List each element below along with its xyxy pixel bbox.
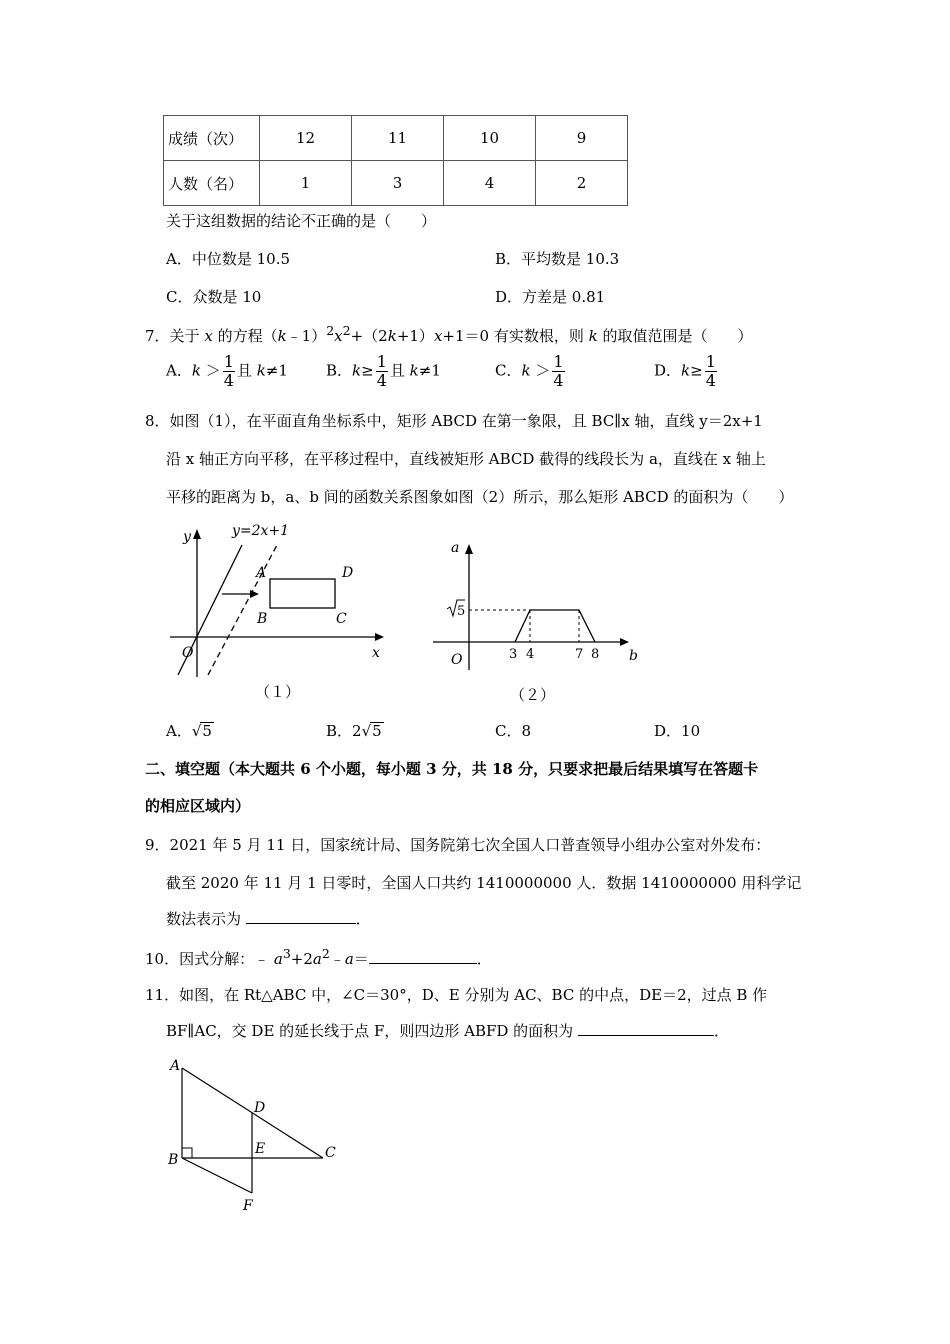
table-header-cell: 成绩（次） [164, 116, 260, 161]
q7-option-c: C．k ＞ $\frac{1}{4}$ [495, 352, 564, 390]
q9-line-1: 9．2021 年 5 月 11 日，国家统计局、国务院第七次全国人口普查领导小组办公室对外发布： [145, 836, 771, 854]
q6-option-a: A．中位数是 10.5 [166, 250, 290, 268]
q8-line-1: 8．如图（1），在平面直角坐标系中，矩形 ABCD 在第一象限，且 BC∥x 轴，直线 y＝2x+1 [145, 412, 763, 430]
tick-4: 4 [526, 647, 535, 662]
q11-line-2: BF∥AC，交 DE 的延长线于点 F，则四边形 ABFD 的面积为 ． [166, 1022, 729, 1040]
q6-option-d: D．方差是 0.81 [495, 288, 606, 306]
q8-option-c: C．8 [495, 722, 532, 740]
figure-q11 [160, 1050, 360, 1225]
point-c-label: C [336, 611, 347, 627]
tick-3: 3 [509, 647, 518, 662]
point-b-label: B [257, 611, 268, 627]
rectangle-abcd [270, 579, 335, 608]
table-row [164, 116, 628, 161]
figure-1-caption: （１） [255, 683, 301, 701]
q6-option-c: C．众数是 10 [166, 288, 262, 306]
answer-blank[interactable] [369, 949, 477, 964]
fraction: $\frac{1}{4}$ [705, 352, 716, 390]
answer-blank[interactable] [246, 909, 356, 924]
table-cell: 2 [536, 161, 628, 206]
q9-line-2: 截至 2020 年 11 月 1 日零时，全国人口共约 1410000000 人．数据 1410000000 用科学记 [166, 874, 802, 892]
label-d: D [254, 1100, 266, 1116]
b-axis-arrow-icon [620, 638, 629, 646]
label-b: B [168, 1152, 179, 1168]
q6-option-b: B．平均数是 10.3 [495, 250, 620, 268]
point-d-label: D [342, 565, 354, 581]
tick-7: 7 [575, 647, 584, 662]
figure-1 [160, 515, 400, 705]
table-cell: 4 [444, 161, 536, 206]
fraction: $\frac{1}{4}$ [553, 352, 564, 390]
q6-stem: 关于这组数据的结论不正确的是（ ） [166, 212, 437, 230]
origin-label: O [451, 652, 463, 668]
q7-option-d: D．k≥ $\frac{1}{4}$ [654, 352, 716, 390]
segment-bf [182, 1158, 252, 1193]
y-axis-arrow-icon [193, 529, 201, 539]
right-angle-icon [182, 1148, 192, 1158]
point-a-label: A [256, 565, 267, 581]
x-label: x [372, 645, 380, 661]
q7-option-a: A．k ＞ $\frac{1}{4}$ 且 k≠1 [166, 352, 288, 390]
figure-2 [425, 530, 655, 710]
q7-stem: 7．关于 x 的方程$(k﹣1)^2x^2+(2k+1)x+1=0$ 有实数根，则 k 的取值范围是（ ） [145, 323, 753, 345]
section-2-title-line-1: 二、填空题（本大题共 6 个小题，每小题 3 分，共 18 分，只要求把最后结果填写在答题卡 [145, 760, 759, 778]
q9-line-3: 数法表示为 ． [166, 910, 371, 928]
table-cell: 9 [536, 116, 628, 161]
q8-option-b: B．2√5 [326, 722, 382, 740]
fraction: $\frac{1}{4}$ [223, 352, 234, 390]
label-f: F [243, 1198, 253, 1214]
label-c: C [325, 1145, 336, 1161]
table-cell: 10 [444, 116, 536, 161]
shifted-line [208, 545, 277, 675]
tick-8: 8 [591, 647, 600, 662]
shift-arrow-icon [250, 590, 259, 598]
a-axis-arrow-icon [465, 544, 473, 554]
sqrt5-label: 5 [457, 604, 466, 619]
table-cell: 12 [260, 116, 352, 161]
table-cell: 1 [260, 161, 352, 206]
a-label: a [451, 540, 460, 556]
x-axis-arrow-icon [375, 633, 384, 641]
figure-2-caption: （２） [510, 686, 556, 704]
section-2-title-line-2: 的相应区域内） [145, 797, 251, 815]
q8-option-d: D．10 [654, 722, 701, 740]
q11-line-1: 11．如图，在 Rt△ABC 中，∠C＝30°，D、E 分别为 AC、BC 的中点，DE＝2，过点 B 作 [145, 986, 768, 1004]
score-table [163, 115, 628, 206]
fraction: $\frac{1}{4}$ [376, 352, 387, 390]
origin-label: O [182, 645, 194, 661]
q8-line-3: 平移的距离为 b，a、b 间的函数关系图象如图（2）所示，那么矩形 ABCD 的面积为（ ） [166, 488, 794, 506]
q7-option-b: B．k≥ $\frac{1}{4}$ 且 k≠1 [326, 352, 441, 390]
line-label: y=2x+1 [232, 523, 290, 539]
b-label: b [629, 648, 638, 664]
table-cell: 11 [352, 116, 444, 161]
table-cell: 3 [352, 161, 444, 206]
label-a: A [170, 1058, 181, 1074]
answer-blank[interactable] [578, 1021, 714, 1036]
table-row [164, 161, 628, 206]
sqrt-icon: √ [361, 722, 372, 740]
table-header-cell: 人数（名） [164, 161, 260, 206]
sqrt-icon: √ [191, 722, 202, 740]
label-e: E [255, 1141, 266, 1157]
q8-line-2: 沿 x 轴正方向平移，在平移过程中，直线被矩形 ABCD 截得的线段长为 a，直线在 x 轴上 [166, 450, 766, 468]
q8-option-a: A．√5 [166, 722, 212, 740]
q10: 10．因式分解：﹣ $a^3+2a^2﹣a=$ ． [145, 946, 492, 968]
function-graph [515, 610, 595, 642]
y-label: y [183, 529, 191, 545]
